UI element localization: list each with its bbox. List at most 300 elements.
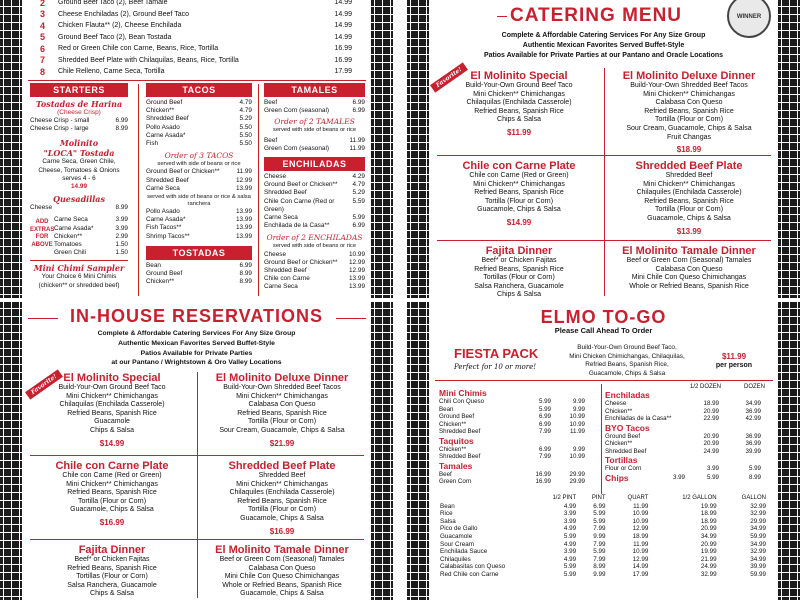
togo-price-b: 29.99	[569, 478, 585, 485]
package-line: Refried Beans, Spanish Rice	[67, 564, 157, 572]
togo-group-title: BYO Tacos	[605, 422, 650, 433]
package-line: Calabasa Con Queso	[248, 401, 316, 409]
togo-price-b: 10.99	[569, 420, 585, 428]
item-price: 1.50	[115, 249, 128, 257]
item-price: 3.99	[115, 224, 128, 232]
togo-row	[439, 421, 589, 429]
togo-item-name: Ground Beef	[439, 413, 475, 420]
enchiladas-header: ENCHILADAS	[264, 157, 365, 171]
package-line: Guacamole	[94, 418, 130, 426]
item-name: Fish	[146, 140, 159, 148]
togo-item-name: Enchiladas de la Casa**	[605, 415, 672, 422]
package-line: Tortillas (Flour or Corn)	[76, 573, 148, 581]
item-price: 4.79	[352, 181, 365, 189]
item-price: 12.99	[349, 258, 365, 266]
reservations-sub-2: Authentic Mexican Favorites Served Buffet-Style	[118, 340, 275, 347]
package-line: Build-Your-Own Ground Beef Taco	[58, 384, 166, 391]
tamale-order-row	[264, 137, 365, 145]
extras-label	[30, 216, 54, 257]
taco-order-row	[146, 168, 252, 176]
item-name: Enchilada de la Casa**	[264, 222, 330, 230]
side-price: 24.99	[700, 563, 717, 571]
taco-order-row	[146, 224, 252, 232]
sides-row	[439, 503, 767, 511]
side-name: Sour Cream	[440, 540, 474, 548]
border-left	[0, 0, 22, 298]
item-price: 12.99	[236, 176, 252, 184]
togo-price-a: 6.99	[538, 420, 551, 428]
side-price: 29.99	[750, 517, 766, 525]
enchilada-order-row	[264, 283, 365, 291]
sides-header-blank	[439, 495, 529, 503]
item-price: 13.99	[236, 224, 252, 232]
tostada-row	[146, 270, 252, 278]
package-line: Mini Chile Con Queso Chimichangas	[631, 274, 747, 282]
item-price: 5.59	[352, 197, 365, 205]
sides-col-header: 1/2 PINT	[552, 495, 577, 501]
side-name: Red Chile con Carne	[440, 570, 499, 578]
package-line: Refried Beans, Spanish Rice	[474, 107, 564, 115]
package-line: Mini Chicken** Chimichangas	[473, 180, 565, 188]
item-name: Shredded Beef	[264, 189, 307, 197]
package-line: Mini Chicken** Chimichangas	[236, 392, 328, 400]
item-price: 11.99	[236, 168, 252, 176]
card-row-divider	[437, 240, 771, 241]
package-line: Fruit Changas	[667, 133, 711, 141]
extras-label-line: ABOVE	[31, 241, 53, 248]
item-name: Carne Seca	[54, 216, 88, 224]
side-price: 20.99	[700, 540, 717, 548]
side-price: 9.99	[593, 532, 606, 540]
catering-sub-2: Authentic Mexican Favorites Served Buffet-Style	[522, 42, 685, 49]
sides-row	[439, 525, 767, 533]
side-price: 10.99	[632, 548, 649, 556]
extra-row	[54, 225, 128, 233]
tostada-row	[146, 262, 252, 270]
item-name: Shredded Beef	[264, 267, 307, 275]
togo-item-name: Cheese	[605, 400, 627, 407]
item-name: Cheese Crisp - large	[30, 125, 89, 133]
combo-number: 7	[40, 55, 46, 66]
togo-price-a: 5.99	[538, 398, 551, 405]
tostadas-list	[146, 262, 252, 287]
taco-row	[146, 132, 252, 140]
package-line: Refried Beans, Spanish Rice	[67, 409, 157, 417]
togo-row	[439, 406, 589, 414]
side-price: 12.99	[632, 525, 649, 533]
package-title: Fajita Dinner	[485, 245, 553, 257]
item-name: Shredded Beef	[146, 115, 189, 123]
item-name: Beef	[264, 136, 278, 144]
togo-price-a: 3.99	[706, 465, 719, 472]
sides-row	[439, 563, 767, 571]
side-price: 12.99	[632, 555, 649, 563]
item-name: Ground Beef	[146, 270, 183, 278]
side-price: 5.99	[563, 570, 577, 578]
side-price: 17.99	[632, 570, 649, 578]
sides-row	[439, 533, 767, 541]
package-line: Mini Chicken** Chimichangas	[66, 480, 158, 488]
combo-price: 14.99	[334, 22, 352, 30]
package-line: Guacamole, Chips & Salsa	[477, 206, 561, 214]
item-price: 8.99	[115, 125, 128, 133]
package-card	[200, 460, 364, 536]
side-price: 5.99	[593, 510, 606, 518]
side-price: 18.99	[700, 517, 717, 525]
reservations-sub-3: Patios Available for Private Parties	[140, 350, 253, 357]
package-card	[30, 544, 194, 599]
tostadas-header: TOSTADAS	[146, 246, 252, 260]
togo-item-name: Chicken**	[605, 407, 633, 415]
package-line: Build-Your-Own Shredded Beef Tacos	[223, 384, 341, 391]
item-price: 8.99	[115, 204, 128, 212]
package-line: Mini Chicken** Chimichangas	[236, 480, 328, 488]
side-price: 5.99	[593, 548, 606, 556]
package-line: Mini Chile Con Queso Chimichangas	[224, 573, 340, 581]
fiesta-description	[557, 344, 697, 378]
package-card	[437, 70, 601, 137]
chips-price-a: 3.99	[672, 474, 685, 481]
sides-header-row	[439, 495, 767, 503]
togo-item-name: Bean	[439, 405, 454, 413]
item-name: Carne Asada*	[54, 224, 94, 232]
sampler-desc-line: Your Choice 6 Mini Chimis	[41, 273, 117, 281]
enchilada-row	[264, 181, 365, 189]
item-name: Chile con Carne	[264, 275, 310, 283]
package-card	[200, 372, 364, 448]
togo-row	[605, 408, 765, 416]
combo-price: 14.99	[334, 0, 352, 7]
side-price: 32.99	[750, 510, 766, 518]
tamale-row	[264, 107, 365, 115]
item-price: 5.50	[239, 140, 252, 148]
side-price: 11.99	[633, 540, 649, 548]
item-price: 6.99	[352, 222, 365, 230]
togo-price-a: 6.99	[538, 413, 551, 420]
combo-row	[40, 20, 352, 32]
package-title: Chile con Carne Plate	[55, 460, 169, 472]
package-card	[437, 245, 601, 298]
combo-price: 16.99	[334, 45, 352, 53]
togo-item-name: Shredded Beef	[605, 447, 647, 455]
card-row-divider	[30, 455, 364, 456]
package-line: Chips & Salsa	[497, 116, 541, 124]
togo-row	[439, 413, 589, 421]
combo-number: 5	[40, 32, 46, 43]
item-price: 3.99	[115, 216, 128, 224]
combo-row	[40, 55, 352, 67]
side-price: 19.99	[700, 502, 717, 510]
combo-number: 2	[40, 0, 46, 8]
combo-number: 8	[40, 66, 46, 77]
tacos-order-list-2	[146, 208, 252, 241]
combo-description: Shredded Beef Plate with Chilaquilas, Beans, Rice, Tortilla	[58, 56, 239, 64]
loca-desc-line: Cheese, Tomatoes & Onions	[38, 166, 120, 174]
item-name: Carne Seca	[264, 283, 298, 291]
side-price: 5.99	[563, 532, 577, 540]
column-divider-2	[258, 84, 259, 296]
togo-price-a: 5.99	[538, 405, 551, 413]
chips-row	[605, 473, 765, 483]
chips-price-c: 8.99	[748, 474, 761, 481]
togo-row	[439, 428, 589, 436]
taco-order-row	[146, 208, 252, 216]
togo-row	[605, 415, 765, 423]
item-price: 5.29	[352, 189, 365, 197]
togo-item-name: Beef	[439, 470, 452, 478]
package-line: Refried Beans, Spanish Rice	[237, 409, 327, 417]
combo-description: Chicken Flauta** (2), Cheese Enchilada	[58, 22, 182, 30]
togo-price-b: 36.99	[745, 440, 761, 447]
tamales-order-title: Order of 2 TAMALES	[274, 117, 355, 127]
togo-price-b: 10.99	[569, 453, 585, 460]
package-line: Shredded Beef	[258, 472, 306, 479]
togo-group-title: Tortillas	[605, 455, 638, 465]
taco-row	[146, 140, 252, 148]
item-name: Green Corn (seasonal)	[264, 144, 330, 152]
togo-left-list	[439, 388, 589, 486]
fiesta-desc-line: Refried Beans, Spanish Rice,	[585, 361, 669, 369]
item-name: Shrimp Tacos**	[146, 232, 190, 240]
combo-row	[40, 66, 352, 78]
package-line: Refried Beans, Spanish Rice	[474, 265, 564, 273]
package-line: Tortillas (Flour or Corn)	[483, 274, 555, 282]
side-price: 9.99	[593, 570, 606, 578]
tacos-list	[146, 99, 252, 148]
tostada-row	[146, 278, 252, 286]
togo-right-list	[605, 390, 765, 483]
togo-price-b: 42.99	[745, 415, 761, 422]
togo-price-a: 7.99	[538, 428, 551, 435]
enchilada-order-row	[264, 259, 365, 267]
tamale-row	[264, 99, 365, 107]
catering-sub-1: Complete & Affordable Catering Services For Any Size Group	[501, 32, 706, 39]
togo-group-title: Taquitos	[439, 435, 474, 446]
package-line: Calabasa Con Queso	[248, 564, 316, 572]
fiesta-divider	[435, 380, 773, 381]
side-name: Salsa	[440, 517, 456, 525]
item-price: 10.99	[349, 250, 365, 258]
loca-description	[30, 158, 128, 183]
quesadillas-title: Quesadillas	[53, 194, 105, 205]
item-name: Fish Tacos**	[146, 224, 182, 232]
package-line: Chilaquiles (Enchilada Casserole)	[636, 189, 742, 197]
item-name: Carne Seca	[146, 184, 180, 192]
package-title: Shredded Beef Plate	[635, 160, 743, 172]
border-right	[778, 302, 800, 600]
sides-row	[439, 548, 767, 556]
togo-panel	[407, 302, 800, 600]
side-price: 7.99	[593, 540, 606, 548]
package-line: Calabasa Con Queso	[655, 265, 723, 273]
item-price: 4.79	[239, 99, 252, 106]
loca-desc-line: Carne Seca, Green Chile,	[42, 158, 116, 166]
package-price: $14.99	[99, 438, 125, 448]
tostadas-harina-list	[30, 117, 128, 133]
side-price: 32.99	[750, 548, 766, 556]
fiesta-title: FIESTA PACK	[454, 346, 539, 361]
fiesta-per: per person	[715, 362, 753, 369]
reservations-divider	[197, 372, 198, 598]
package-price: $16.99	[269, 526, 295, 536]
item-price: 6.99	[352, 99, 365, 106]
togo-price-a: 20.99	[703, 440, 719, 447]
item-price: 4.29	[352, 173, 365, 181]
package-line: Tortilla (Flour or Corn)	[77, 497, 147, 505]
package-line: Chips & Salsa	[90, 590, 134, 598]
side-price: 7.99	[593, 555, 606, 563]
sampler-description	[30, 273, 128, 289]
side-price: 18.99	[700, 510, 717, 518]
package-line: Shredded Beef	[665, 172, 713, 179]
catering-title: CATERING MENU	[510, 5, 683, 26]
togo-row	[439, 471, 589, 479]
fiesta-desc-line: Build-Your-Own Ground Beef Taco,	[577, 344, 677, 351]
col-half-dozen: 1/2 DOZEN	[689, 384, 721, 390]
side-price: 11.99	[633, 502, 649, 510]
togo-row	[439, 398, 589, 406]
tamales-section	[264, 83, 365, 292]
taco-row	[146, 99, 252, 107]
catering-sub-3: Patios Available for Private Parties at our Pantano and Oracle Locations	[483, 52, 724, 59]
togo-price-b: 36.99	[745, 432, 761, 440]
package-line: Guacamole, Chips & Salsa	[70, 506, 154, 514]
side-price: 3.99	[563, 510, 577, 518]
extras-label-line: EXTRAS	[30, 226, 55, 233]
enchilada-row	[264, 173, 365, 181]
side-price: 5.99	[563, 563, 577, 571]
combo-row	[40, 32, 352, 44]
extra-row	[54, 249, 128, 257]
package-line: Chilaquiles (Enchilada Casserole)	[229, 489, 335, 497]
fiesta-price: $11.99	[721, 352, 747, 361]
item-price: 13.99	[236, 232, 252, 240]
togo-row	[605, 448, 765, 456]
item-price: 12.99	[349, 267, 365, 275]
sides-row	[439, 571, 767, 579]
tacos-order-list	[146, 168, 252, 193]
sides-table	[439, 495, 767, 579]
package-card	[607, 160, 771, 236]
togo-price-b: 29.99	[569, 470, 585, 478]
package-line: Refried Beans, Spanish Rice	[474, 189, 564, 197]
togo-price-a: 7.99	[538, 453, 551, 460]
package-line: Salsa Ranchera, Guacamole	[474, 282, 564, 290]
taco-row	[146, 115, 252, 123]
sides-row	[439, 510, 767, 518]
side-price: 7.99	[593, 525, 606, 533]
togo-price-b: 36.99	[745, 407, 761, 415]
combo-price: 16.99	[334, 56, 352, 64]
card-row-divider	[437, 155, 771, 156]
package-card	[30, 460, 194, 527]
card-row-divider	[30, 539, 364, 540]
side-name: Pico de Gallo	[440, 525, 478, 533]
taco-order-row	[146, 233, 252, 241]
chips-price-b: 5.99	[706, 474, 719, 481]
package-line: Tortilla (Flour or Corn)	[654, 206, 724, 214]
sides-col-header: PINT	[591, 495, 606, 501]
item-price: 13.99	[349, 283, 365, 291]
item-name: Shredded Beef	[146, 176, 189, 184]
togo-price-a: 22.99	[703, 415, 719, 422]
item-name: Ground Beef or Chicken**	[264, 258, 338, 266]
package-line: Refried Beans, Spanish Rice	[644, 197, 734, 205]
item-name: Ground Beef or Chicken**	[146, 168, 220, 176]
package-price: $13.99	[676, 226, 702, 236]
side-price: 20.99	[700, 525, 717, 533]
side-name: Rice	[440, 510, 453, 518]
togo-item-name: Chicken**	[439, 445, 467, 453]
sides-price-table	[439, 495, 767, 579]
enchilada-order-row	[264, 251, 365, 259]
taco-row	[146, 124, 252, 132]
togo-price-b: 9.99	[572, 398, 585, 405]
enchiladas-list	[264, 173, 365, 230]
enchilada-row	[264, 214, 365, 222]
border-right	[371, 0, 393, 298]
item-price: 13.99	[236, 184, 252, 192]
package-line: Beef or Green Corn (Seasonal) Tamales	[626, 257, 752, 264]
tamales-order-list	[264, 137, 365, 153]
sides-row	[439, 556, 767, 564]
side-price: 4.99	[563, 525, 577, 533]
side-price: 14.99	[632, 563, 649, 571]
col-dozen: DOZEN	[744, 384, 765, 390]
item-name: Carne Asada*	[146, 216, 186, 224]
togo-item-name: Flour or Corn	[605, 465, 642, 472]
fiesta-sub: Perfect for 10 or more!	[454, 363, 537, 371]
column-divider-1	[138, 84, 139, 296]
side-price: 39.99	[750, 563, 766, 571]
item-name: Cheese Crisp - small	[30, 117, 90, 124]
title-line-left	[28, 318, 58, 319]
item-name: Pollo Asado	[146, 208, 180, 216]
package-line: Mini Chicken** Chimichangas	[66, 392, 158, 400]
package-line: Sour Cream, Guacamole, Chips & Salsa	[626, 124, 752, 132]
item-price: 1.50	[115, 241, 128, 249]
enchilada-row	[264, 198, 365, 214]
package-line: Tortilla (Flour or Corn)	[247, 506, 317, 514]
package-line: Beef* or Chicken Fajitas	[481, 257, 557, 264]
package-price: $14.99	[506, 217, 532, 227]
taco-order-row	[146, 216, 252, 224]
togo-item-name: Green Corn	[439, 478, 472, 485]
combo-number: 4	[40, 20, 46, 31]
reservations-panel	[0, 302, 393, 600]
side-price: 34.99	[750, 525, 766, 533]
side-price: 19.99	[700, 548, 717, 556]
item-name: Bean	[146, 261, 161, 269]
item-price: 6.99	[115, 117, 128, 124]
togo-row	[605, 465, 765, 473]
quesadilla-row	[30, 204, 128, 212]
package-title: El Molinito Special	[63, 372, 161, 384]
togo-price-a: 18.99	[703, 400, 719, 407]
package-card	[607, 245, 771, 291]
package-line: Chilaquilas (Enchilada Casserole)	[59, 401, 165, 409]
item-price: 5.99	[352, 214, 365, 222]
taco-order-row	[146, 185, 252, 193]
extras-block	[30, 216, 128, 257]
package-line: Chilaquilas (Enchilada Casserole)	[466, 99, 572, 107]
togo-left-col	[439, 388, 589, 486]
enchilada-order-row	[264, 267, 365, 275]
chips-title: Chips	[605, 472, 629, 483]
package-line: Calabasa Con Queso	[655, 99, 723, 107]
togo-group-title: Tamales	[439, 460, 473, 471]
package-title: El Molinito Tamale Dinner	[215, 544, 349, 556]
